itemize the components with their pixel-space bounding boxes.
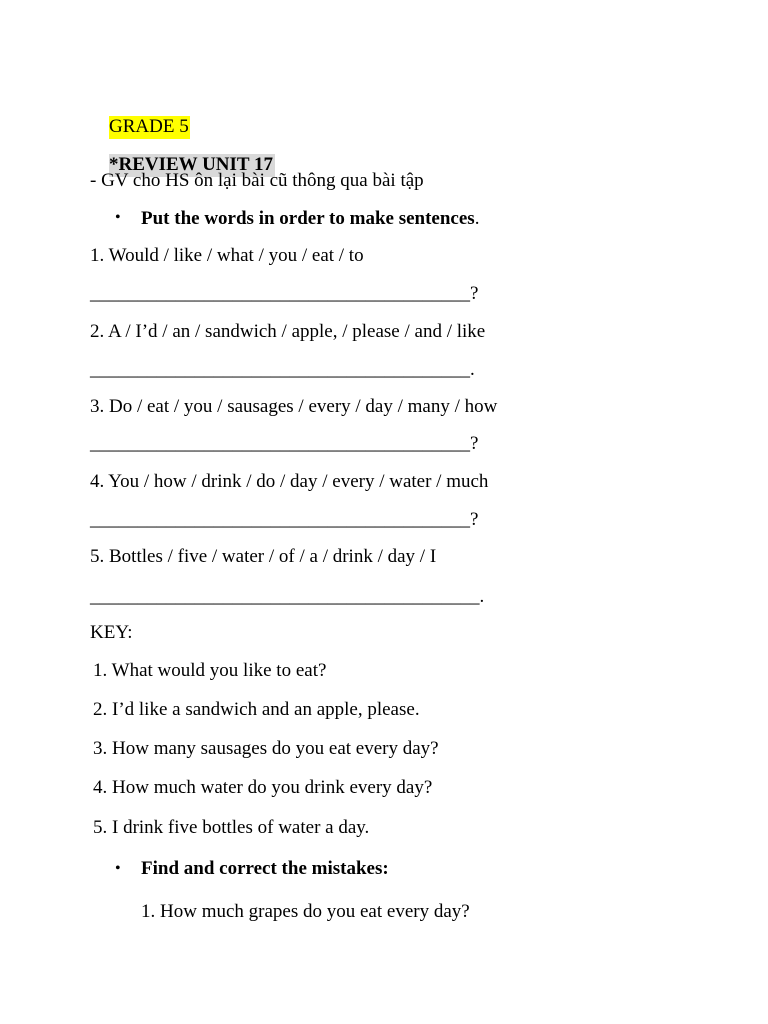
exercise1-prompt: 2. A / I’d / an / sandwich / apple, / please / and / like bbox=[90, 321, 486, 342]
intro-text: - GV cho HS ôn lại bài cũ thông qua bài tập bbox=[90, 170, 424, 191]
exercise1-prompt: 3. Do / eat / you / sausages / every / day / many / how bbox=[90, 396, 498, 417]
key-label: KEY: bbox=[90, 622, 133, 643]
exercise1-title bbox=[141, 208, 479, 230]
exercise1-title-bold: Put the words in order to make sentences bbox=[141, 208, 475, 229]
blank-line: ________________________________________ bbox=[90, 359, 470, 380]
grade-label: GRADE 5 bbox=[109, 116, 189, 137]
unit-title: *REVIEW UNIT 17 bbox=[109, 154, 274, 175]
key-answer: 4. How much water do you drink every day? bbox=[93, 777, 433, 798]
answer-blank bbox=[90, 433, 478, 455]
exercise2-title: Find and correct the mistakes: bbox=[141, 858, 389, 879]
blank-end-mark: ? bbox=[470, 433, 479, 454]
key-answer: 3. How many sausages do you eat every day? bbox=[93, 738, 439, 759]
answer-blank bbox=[90, 509, 478, 531]
blank-line: ________________________________________ bbox=[90, 509, 470, 530]
exercise2-item: 1. How much grapes do you eat every day? bbox=[141, 901, 470, 922]
answer-blank bbox=[90, 283, 478, 305]
blank-line: _________________________________________ bbox=[90, 586, 480, 607]
exercise1-prompt: 4. You / how / drink / do / day / every / water / much bbox=[90, 471, 489, 492]
exercise1-prompt: 5. Bottles / five / water / of / a / drink / day / I bbox=[90, 546, 437, 567]
blank-end-mark: . bbox=[470, 359, 475, 380]
blank-end-mark: ? bbox=[470, 283, 479, 304]
bullet-icon: • bbox=[115, 860, 121, 877]
bullet-icon: • bbox=[115, 209, 121, 226]
exercise1-title-tail: . bbox=[474, 208, 480, 229]
blank-line: ________________________________________ bbox=[90, 283, 470, 304]
key-answer: 1. What would you like to eat? bbox=[93, 660, 327, 681]
blank-line: ________________________________________ bbox=[90, 433, 470, 454]
exercise1-prompt: 1. Would / like / what / you / eat / to bbox=[90, 245, 364, 266]
blank-end-mark: . bbox=[479, 586, 485, 607]
answer-blank bbox=[90, 359, 475, 381]
key-answer: 5. I drink five bottles of water a day. bbox=[93, 817, 370, 838]
blank-end-mark: ? bbox=[470, 509, 479, 530]
answer-blank bbox=[90, 586, 484, 608]
key-answer: 2. I’d like a sandwich and an apple, please. bbox=[93, 699, 420, 720]
